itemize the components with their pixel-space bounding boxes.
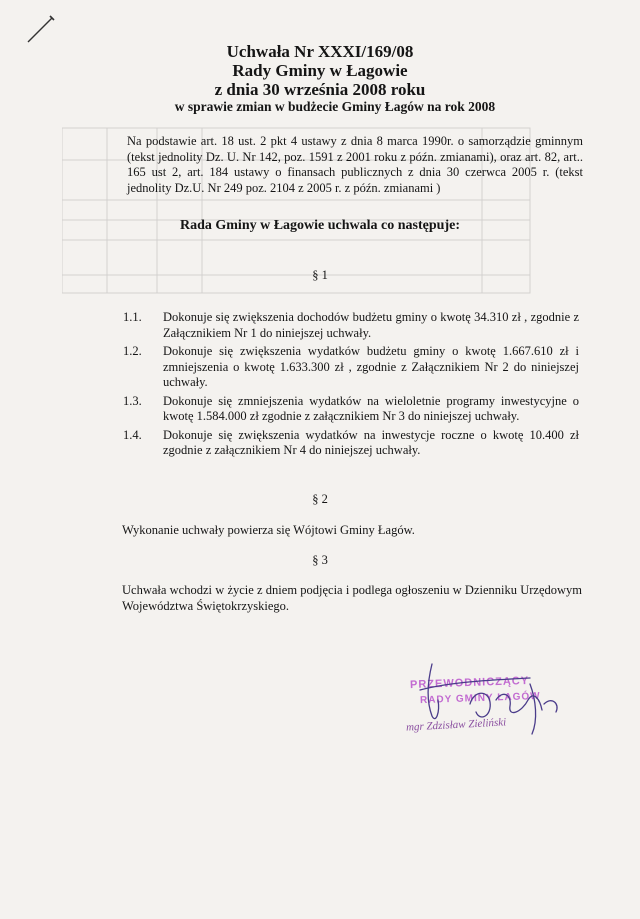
- item-number: 1.3.: [123, 393, 142, 408]
- item-text: Dokonuje się zwiększenia wydatków budżetu gminy o kwotę 1.667.610 zł i zmniejszenia o kwotę 1.633.300 zł , zgodnie z Załącznikiem Nr 2 do niniejszej uchwały.: [163, 344, 579, 389]
- title-date: z dnia 30 września 2008 roku: [214, 80, 426, 99]
- council-resolves-heading: Rada Gminy w Łagowie uchwala co następuje:: [179, 218, 460, 233]
- section-1-items: [123, 310, 579, 462]
- stamp-signatory-name: mgr Zdzisław Zieliński: [405, 716, 507, 734]
- item-number: 1.1.: [123, 310, 142, 324]
- resolution-title: [0, 42, 640, 115]
- stamp-title: PRZEWODNICZĄCY: [409, 674, 530, 692]
- item-number: 1.4.: [123, 427, 142, 442]
- item-text: Dokonuje się zmniejszenia wydatków na wieloletnie programy inwestycyjne o kwotę 1.584.000 zł zgodnie z załącznikiem Nr 3 do niniejszej uchwały.: [163, 393, 579, 423]
- item-number: 1.2.: [123, 344, 142, 358]
- title-council: Rady Gminy w Łagowie: [232, 61, 408, 80]
- legal-basis-paragraph: Na podstawie art. 18 ust. 2 pkt 4 ustawy z dnia 8 marca 1990r. o samorządzie gminnym (tekst jednolity Dz. U. Nr 142, poz. 1591 z 2001 roku z późn. zmianami), oraz art. 82, art.. 165 ust 2, art. 184 ustawy o finansach publicznych z dnia 30 czerwca 2005 r. (tekst jednolity Dz.U. Nr 249 poz. 2104 z 2005 r. z późn. zmianami ): [127, 134, 583, 195]
- list-item: [123, 344, 579, 391]
- title-subject: w sprawie zmian w budżecie Gminy Łagów na rok 2008: [174, 99, 496, 114]
- item-text: Dokonuje się zwiększenia dochodów budżetu gminy o kwotę 34.310 zł , zgodnie z Załącznikiem Nr 1 do niniejszej uchwały.: [163, 310, 579, 340]
- title-number: Uchwała Nr XXXI/169/08: [226, 42, 414, 61]
- section-3-paragraph: Uchwała wchodzi w życie z dniem podjęcia i podlega ogłoszeniu w Dzienniku Urzędowym Województwa Świętokrzyskiego.: [122, 583, 582, 613]
- section-2-paragraph: Wykonanie uchwały powierza się Wójtowi Gminy Łagów.: [122, 523, 415, 537]
- list-item: [123, 394, 579, 425]
- handwritten-signature: [410, 660, 580, 740]
- section-2-heading: § 2: [312, 492, 328, 506]
- item-text: Dokonuje się zwiększenia wydatków na inwestycje roczne o kwotę 10.400 zł zgodnie z załącznikiem Nr 4 do niniejszej uchwały.: [163, 427, 579, 457]
- section-1-heading: § 1: [312, 268, 328, 282]
- section-3-heading: § 3: [312, 553, 328, 567]
- stamp-council: RADY GMINY ŁAGÓW: [419, 690, 541, 707]
- list-item: [123, 310, 579, 341]
- list-item: [123, 428, 579, 459]
